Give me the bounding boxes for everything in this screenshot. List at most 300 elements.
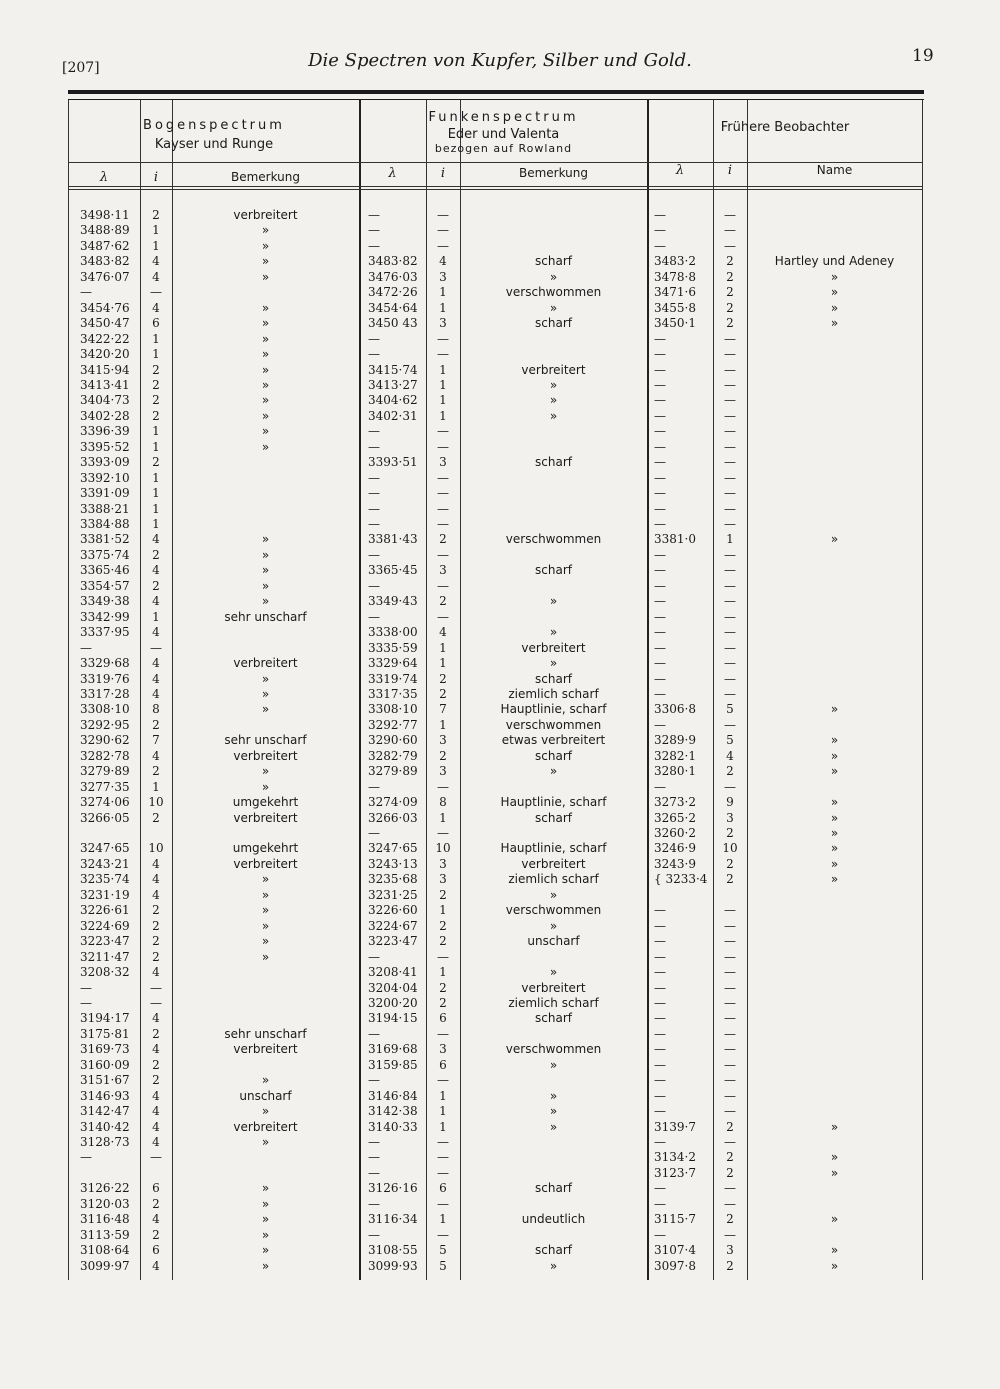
- frueher-wavelength: 3265·2: [654, 810, 696, 825]
- group-funken-title: Funkenspectrum: [428, 110, 579, 125]
- funken-wavelength: —: [368, 223, 380, 238]
- funken-wavelength: 3140·33: [368, 1119, 418, 1134]
- frueher-wavelength: 3455·8: [654, 300, 696, 315]
- bogen-remark: »: [261, 671, 270, 686]
- funken-wavelength: 3159·85: [368, 1057, 418, 1072]
- funken-wavelength: —: [368, 501, 380, 516]
- funken-wavelength: 3224·67: [368, 918, 418, 933]
- bogen-wavelength: —: [80, 1150, 92, 1165]
- frueher-wavelength: —: [654, 347, 666, 362]
- funken-wavelength: —: [368, 949, 380, 964]
- funken-wavelength: 3169·68: [368, 1042, 418, 1057]
- bogen-wavelength: 3116·48: [80, 1212, 130, 1227]
- bogen-intensity: 1: [152, 238, 160, 253]
- funken-intensity: —: [437, 826, 449, 840]
- bogen-wavelength: 3392·10: [80, 470, 130, 485]
- frueher-intensity: —: [724, 656, 736, 671]
- funken-intensity: 2: [439, 594, 447, 609]
- bogen-wavelength: 3126·22: [80, 1181, 130, 1196]
- bogen-remark: »: [261, 269, 270, 284]
- col-header-frueher-name: Name: [816, 163, 853, 177]
- bogen-remark: »: [261, 408, 270, 423]
- funken-intensity: 2: [439, 686, 447, 701]
- top-rule-thin: [68, 99, 924, 100]
- frueher-name: »: [830, 532, 839, 547]
- column-header-separator-2: [68, 189, 922, 190]
- bogen-remark: »: [261, 1258, 270, 1273]
- bogen-wavelength: 3365·46: [80, 563, 130, 578]
- funken-intensity: 2: [439, 980, 447, 995]
- bogen-intensity: 4: [152, 965, 160, 980]
- frueher-intensity: —: [724, 501, 736, 516]
- table-border-left: [68, 100, 69, 1280]
- bogen-intensity: 2: [152, 362, 160, 377]
- bogen-wavelength: 3319·76: [80, 671, 130, 686]
- funken-wavelength: 3349·43: [368, 594, 418, 609]
- bogen-intensity: 4: [152, 269, 160, 284]
- frueher-wavelength: —: [654, 1088, 666, 1103]
- funken-wavelength: 3108·55: [368, 1243, 418, 1258]
- frueher-intensity: —: [724, 625, 736, 640]
- frueher-wavelength: 3134·2: [654, 1150, 696, 1165]
- funken-remark: »: [549, 1057, 558, 1072]
- col-header-frueher-i: i: [727, 163, 733, 178]
- bogen-intensity: 2: [152, 903, 160, 918]
- bogen-intensity: 2: [152, 1227, 160, 1242]
- funken-remark: verbreitert: [521, 640, 586, 655]
- bogen-intensity: 2: [152, 1057, 160, 1072]
- funken-wavelength: 3282·79: [368, 748, 418, 763]
- funken-intensity: 1: [439, 640, 447, 655]
- bogen-remark: umgekehrt: [232, 841, 299, 856]
- bogen-intensity: —: [150, 1150, 162, 1165]
- frueher-wavelength: —: [654, 609, 666, 624]
- frueher-intensity: —: [724, 362, 736, 377]
- frueher-wavelength: —: [654, 1026, 666, 1041]
- frueher-wavelength: —: [654, 547, 666, 562]
- funken-remark: scharf: [535, 316, 572, 331]
- bogen-intensity: 2: [152, 408, 160, 423]
- bogen-remark: »: [261, 238, 270, 253]
- group-funken-note: bezogen auf Rowland: [434, 142, 573, 155]
- frueher-wavelength: —: [654, 223, 666, 238]
- funken-remark: »: [549, 1119, 558, 1134]
- col-header-bogen-bemerkung: Bemerkung: [230, 170, 301, 184]
- funken-intensity: 1: [439, 1119, 447, 1134]
- frueher-wavelength: —: [654, 980, 666, 995]
- frueher-intensity: —: [724, 980, 736, 995]
- funken-wavelength: 3226·60: [368, 903, 418, 918]
- bogen-remark: verbreitert: [233, 748, 298, 763]
- bogen-remark: verbreitert: [233, 208, 298, 222]
- funken-intensity: 6: [439, 1181, 447, 1196]
- funken-intensity: —: [437, 439, 449, 454]
- bogen-intensity: —: [150, 980, 162, 995]
- frueher-name: »: [830, 810, 839, 825]
- funken-remark: scharf: [535, 748, 572, 763]
- bogen-remark: »: [261, 702, 270, 717]
- bogen-remark: »: [261, 918, 270, 933]
- funken-wavelength: 3472·26: [368, 285, 418, 300]
- column-header-separator-1: [68, 186, 922, 187]
- funken-intensity: 1: [439, 1104, 447, 1119]
- bogen-intensity: 4: [152, 1119, 160, 1134]
- group-bogen: [70, 118, 358, 152]
- bogen-wavelength: 3099·97: [80, 1258, 130, 1273]
- frueher-name: »: [830, 269, 839, 284]
- bogen-remark: »: [261, 686, 270, 701]
- funken-intensity: —: [437, 486, 449, 501]
- bogen-intensity: 2: [152, 764, 160, 779]
- frueher-wavelength: —: [654, 377, 666, 392]
- frueher-intensity: —: [724, 640, 736, 655]
- frueher-intensity: 2: [726, 856, 734, 871]
- frueher-intensity: —: [724, 609, 736, 624]
- frueher-intensity: —: [724, 208, 736, 222]
- frueher-intensity: —: [724, 455, 736, 470]
- funken-wavelength: 3231·25: [368, 887, 418, 902]
- bogen-wavelength: 3450·47: [80, 316, 130, 331]
- funken-intensity: 3: [439, 316, 447, 331]
- funken-wavelength: —: [368, 547, 380, 562]
- bogen-intensity: 2: [152, 918, 160, 933]
- bogen-wavelength: 3247·65: [80, 841, 130, 856]
- funken-intensity: 8: [439, 795, 447, 810]
- bogen-wavelength: 3396·39: [80, 424, 130, 439]
- funken-remark: scharf: [535, 671, 572, 686]
- bogen-remark: »: [261, 563, 270, 578]
- frueher-intensity: 1: [726, 532, 734, 547]
- top-rule-thick: [68, 90, 924, 94]
- frueher-wavelength: —: [654, 501, 666, 516]
- funken-intensity: 1: [439, 362, 447, 377]
- frueher-intensity: —: [724, 1181, 736, 1196]
- bogen-intensity: 2: [152, 1196, 160, 1211]
- bogen-intensity: 6: [152, 1181, 160, 1196]
- bogen-wavelength: 3113·59: [80, 1227, 130, 1242]
- funken-wavelength: —: [368, 517, 380, 531]
- bogen-intensity: 6: [152, 1243, 160, 1258]
- bogen-remark: verbreitert: [233, 1119, 298, 1134]
- funken-wavelength: 3335·59: [368, 640, 418, 655]
- bogen-remark: »: [261, 934, 270, 949]
- frueher-intensity: 5: [726, 733, 734, 748]
- bogen-intensity: 2: [152, 393, 160, 408]
- col-header-funken-i: i: [440, 166, 446, 181]
- funken-remark: verschwommen: [505, 717, 602, 732]
- funken-wavelength: 3223·47: [368, 934, 418, 949]
- funken-intensity: 1: [439, 903, 447, 918]
- bogen-intensity: 10: [148, 795, 164, 810]
- bogen-intensity: 1: [152, 501, 160, 516]
- funken-remark: »: [549, 594, 558, 609]
- funken-wavelength: —: [368, 1026, 380, 1041]
- bogen-intensity: 1: [152, 486, 160, 501]
- bogen-intensity: 4: [152, 671, 160, 686]
- frueher-intensity: —: [724, 393, 736, 408]
- frueher-wavelength: —: [654, 486, 666, 501]
- bogen-intensity: 1: [152, 347, 160, 362]
- frueher-intensity: 2: [726, 254, 734, 269]
- frueher-intensity: —: [724, 1073, 736, 1088]
- frueher-name: »: [830, 316, 839, 331]
- bogen-wavelength: —: [80, 995, 92, 1010]
- bogen-wavelength: 3208·32: [80, 965, 130, 980]
- bogen-wavelength: 3120·03: [80, 1196, 130, 1211]
- funken-intensity: 1: [439, 810, 447, 825]
- bogen-wavelength: 3142·47: [80, 1104, 130, 1119]
- frueher-wavelength: —: [654, 1227, 666, 1242]
- bogen-intensity: 2: [152, 1073, 160, 1088]
- frueher-wavelength: 3139·7: [654, 1119, 696, 1134]
- bogen-wavelength: 3329·68: [80, 656, 130, 671]
- funken-remark: »: [549, 300, 558, 315]
- bogen-wavelength: 3391·09: [80, 486, 130, 501]
- funken-intensity: —: [437, 1135, 449, 1149]
- bogen-wavelength: 3224·69: [80, 918, 130, 933]
- bogen-intensity: 2: [152, 810, 160, 825]
- group-divider-2: [647, 100, 649, 1280]
- frueher-intensity: 3: [726, 1243, 734, 1258]
- funken-intensity: 2: [439, 748, 447, 763]
- frueher-wavelength: —: [654, 393, 666, 408]
- bogen-remark: »: [261, 1135, 270, 1149]
- funken-intensity: 4: [439, 254, 447, 269]
- frueher-wavelength: 3123·7: [654, 1165, 696, 1180]
- table-border-right: [922, 100, 923, 1280]
- frueher-wavelength: —: [654, 208, 666, 222]
- funken-wavelength: 3454·64: [368, 300, 418, 315]
- funken-remark: »: [549, 656, 558, 671]
- bogen-wavelength: —: [80, 980, 92, 995]
- funken-wavelength: 3329·64: [368, 656, 418, 671]
- frueher-wavelength: —: [654, 470, 666, 485]
- funken-intensity: —: [437, 779, 449, 794]
- bogen-wavelength: 3235·74: [80, 872, 130, 887]
- funken-intensity: 6: [439, 1057, 447, 1072]
- funken-remark: scharf: [535, 563, 572, 578]
- group-divider-1: [359, 100, 361, 1280]
- funken-wavelength: 3142·38: [368, 1104, 418, 1119]
- bogen-wavelength: 3402·28: [80, 408, 130, 423]
- funken-wavelength: —: [368, 609, 380, 624]
- funken-wavelength: 3243·13: [368, 856, 418, 871]
- frueher-intensity: —: [724, 903, 736, 918]
- bogen-remark: verbreitert: [233, 810, 298, 825]
- funken-wavelength: 3200·20: [368, 995, 418, 1010]
- frueher-wavelength: 3478·8: [654, 269, 696, 284]
- funken-wavelength: 3476·03: [368, 269, 418, 284]
- funken-intensity: 1: [439, 300, 447, 315]
- bogen-wavelength: 3231·19: [80, 887, 130, 902]
- frueher-name: »: [830, 1165, 839, 1180]
- frueher-wavelength: 3381·0: [654, 532, 696, 547]
- frueher-name: »: [830, 1119, 839, 1134]
- bogen-wavelength: 3317·28: [80, 686, 130, 701]
- funken-wavelength: 3146·84: [368, 1088, 418, 1103]
- frueher-wavelength: —: [654, 934, 666, 949]
- frueher-name: »: [830, 733, 839, 748]
- frueher-wavelength: —: [654, 1181, 666, 1196]
- funken-wavelength: 3274·09: [368, 795, 418, 810]
- funken-intensity: 5: [439, 1243, 447, 1258]
- funken-intensity: —: [437, 517, 449, 531]
- frueher-wavelength: 3282·1: [654, 748, 696, 763]
- funken-remark: »: [549, 408, 558, 423]
- frueher-intensity: —: [724, 424, 736, 439]
- frueher-wavelength: —: [654, 578, 666, 593]
- funken-intensity: 4: [439, 625, 447, 640]
- bogen-wavelength: 3243·21: [80, 856, 130, 871]
- bogen-wavelength: 3349·38: [80, 594, 130, 609]
- bogen-intensity: 2: [152, 455, 160, 470]
- funken-intensity: 1: [439, 1212, 447, 1227]
- frueher-wavelength: 3471·6: [654, 285, 696, 300]
- frueher-intensity: 2: [726, 1119, 734, 1134]
- funken-intensity: 1: [439, 393, 447, 408]
- frueher-intensity: 2: [726, 1212, 734, 1227]
- funken-intensity: 1: [439, 717, 447, 732]
- funken-remark: »: [549, 918, 558, 933]
- frueher-wavelength: 3115·7: [654, 1212, 696, 1227]
- bogen-remark: »: [261, 393, 270, 408]
- bogen-wavelength: 3211·47: [80, 949, 130, 964]
- bogen-remark: »: [261, 439, 270, 454]
- frueher-intensity: —: [724, 934, 736, 949]
- frueher-intensity: —: [724, 717, 736, 732]
- funken-remark: scharf: [535, 810, 572, 825]
- bogen-intensity: 4: [152, 656, 160, 671]
- frueher-wavelength: 3450·1: [654, 316, 696, 331]
- bogen-intensity: 2: [152, 934, 160, 949]
- frueher-intensity: —: [724, 949, 736, 964]
- bogen-remark: verbreitert: [233, 656, 298, 671]
- bogen-wavelength: —: [80, 640, 92, 655]
- frueher-wavelength: —: [654, 1135, 666, 1149]
- frueher-intensity: —: [724, 563, 736, 578]
- frueher-name: »: [830, 826, 839, 840]
- col-header-bogen-lambda: λ: [99, 170, 109, 185]
- frueher-wavelength: —: [654, 1073, 666, 1088]
- bogen-intensity: —: [150, 995, 162, 1010]
- funken-wavelength: 3402·31: [368, 408, 418, 423]
- funken-remark: »: [549, 377, 558, 392]
- bogen-remark: »: [261, 377, 270, 392]
- frueher-intensity: —: [724, 1104, 736, 1119]
- frueher-wavelength: —: [654, 439, 666, 454]
- frueher-intensity: —: [724, 238, 736, 253]
- funken-remark: scharf: [535, 1243, 572, 1258]
- frueher-intensity: —: [724, 686, 736, 701]
- funken-intensity: —: [437, 547, 449, 562]
- funken-wavelength: 3126·16: [368, 1181, 418, 1196]
- bogen-intensity: 4: [152, 1042, 160, 1057]
- funken-wavelength: —: [368, 1135, 380, 1149]
- bogen-intensity: 4: [152, 686, 160, 701]
- funken-intensity: 3: [439, 856, 447, 871]
- funken-wavelength: 3450 43: [368, 316, 418, 331]
- col-header-funken-bemerkung: Bemerkung: [518, 166, 589, 180]
- group-bogen-author: Kayser und Runge: [154, 137, 274, 152]
- funken-remark: »: [549, 965, 558, 980]
- funken-remark: verbreitert: [521, 980, 586, 995]
- funken-intensity: —: [437, 424, 449, 439]
- frueher-wavelength: 3483·2: [654, 254, 696, 269]
- bogen-remark: »: [261, 1073, 270, 1088]
- frueher-name: »: [830, 872, 839, 887]
- page-reference: [207]: [62, 60, 100, 76]
- bogen-intensity: 2: [152, 717, 160, 732]
- frueher-wavelength: —: [654, 903, 666, 918]
- frueher-intensity: —: [724, 223, 736, 238]
- col-header-bogen-i: i: [153, 170, 159, 185]
- bogen-wavelength: 3488·89: [80, 223, 130, 238]
- funken-intensity: —: [437, 1073, 449, 1088]
- funken-remark: ziemlich scharf: [508, 872, 599, 887]
- funken-intensity: —: [437, 331, 449, 346]
- funken-remark: Hauptlinie, scharf: [500, 795, 607, 810]
- bogen-wavelength: 3375·74: [80, 547, 130, 562]
- frueher-intensity: 2: [726, 1165, 734, 1180]
- bogen-wavelength: 3395·52: [80, 439, 130, 454]
- funken-remark: unscharf: [527, 934, 580, 949]
- funken-remark: »: [549, 764, 558, 779]
- bogen-intensity: 1: [152, 223, 160, 238]
- frueher-intensity: 2: [726, 285, 734, 300]
- frueher-intensity: —: [724, 1011, 736, 1026]
- bogen-wavelength: 3194·17: [80, 1011, 130, 1026]
- bogen-wavelength: 3454·76: [80, 300, 130, 315]
- bogen-intensity: 8: [152, 702, 160, 717]
- funken-wavelength: —: [368, 1165, 380, 1180]
- funken-wavelength: 3381·43: [368, 532, 418, 547]
- funken-intensity: 1: [439, 285, 447, 300]
- funken-remark: verschwommen: [505, 285, 602, 300]
- funken-intensity: —: [437, 223, 449, 238]
- frueher-name: »: [830, 1150, 839, 1165]
- funken-wavelength: 3319·74: [368, 671, 418, 686]
- funken-wavelength: —: [368, 1073, 380, 1088]
- frueher-wavelength: 3243·9: [654, 856, 696, 871]
- frueher-intensity: 9: [726, 795, 734, 810]
- bogen-wavelength: 3420·20: [80, 347, 130, 362]
- frueher-intensity: 4: [726, 748, 734, 763]
- bogen-intensity: 1: [152, 609, 160, 624]
- funken-intensity: 3: [439, 563, 447, 578]
- bogen-wavelength: 3384·88: [80, 517, 130, 531]
- funken-remark: ziemlich scharf: [508, 686, 599, 701]
- bogen-intensity: 4: [152, 1088, 160, 1103]
- bogen-wavelength: 3175·81: [80, 1026, 130, 1041]
- bogen-wavelength: 3279·89: [80, 764, 130, 779]
- frueher-intensity: —: [724, 594, 736, 609]
- frueher-name: »: [830, 702, 839, 717]
- funken-intensity: 1: [439, 377, 447, 392]
- funken-wavelength: 3413·27: [368, 377, 418, 392]
- bogen-intensity: 4: [152, 1104, 160, 1119]
- frueher-wavelength: —: [654, 965, 666, 980]
- funken-wavelength: 3308·10: [368, 702, 418, 717]
- bogen-wavelength: 3282·78: [80, 748, 130, 763]
- frueher-wavelength: 3097·8: [654, 1258, 696, 1273]
- frueher-name: »: [830, 748, 839, 763]
- funken-intensity: 2: [439, 532, 447, 547]
- funken-intensity: 1: [439, 408, 447, 423]
- bogen-wavelength: 3160·09: [80, 1057, 130, 1072]
- frueher-wavelength: —: [654, 362, 666, 377]
- frueher-wavelength: —: [654, 1011, 666, 1026]
- funken-remark: »: [549, 887, 558, 902]
